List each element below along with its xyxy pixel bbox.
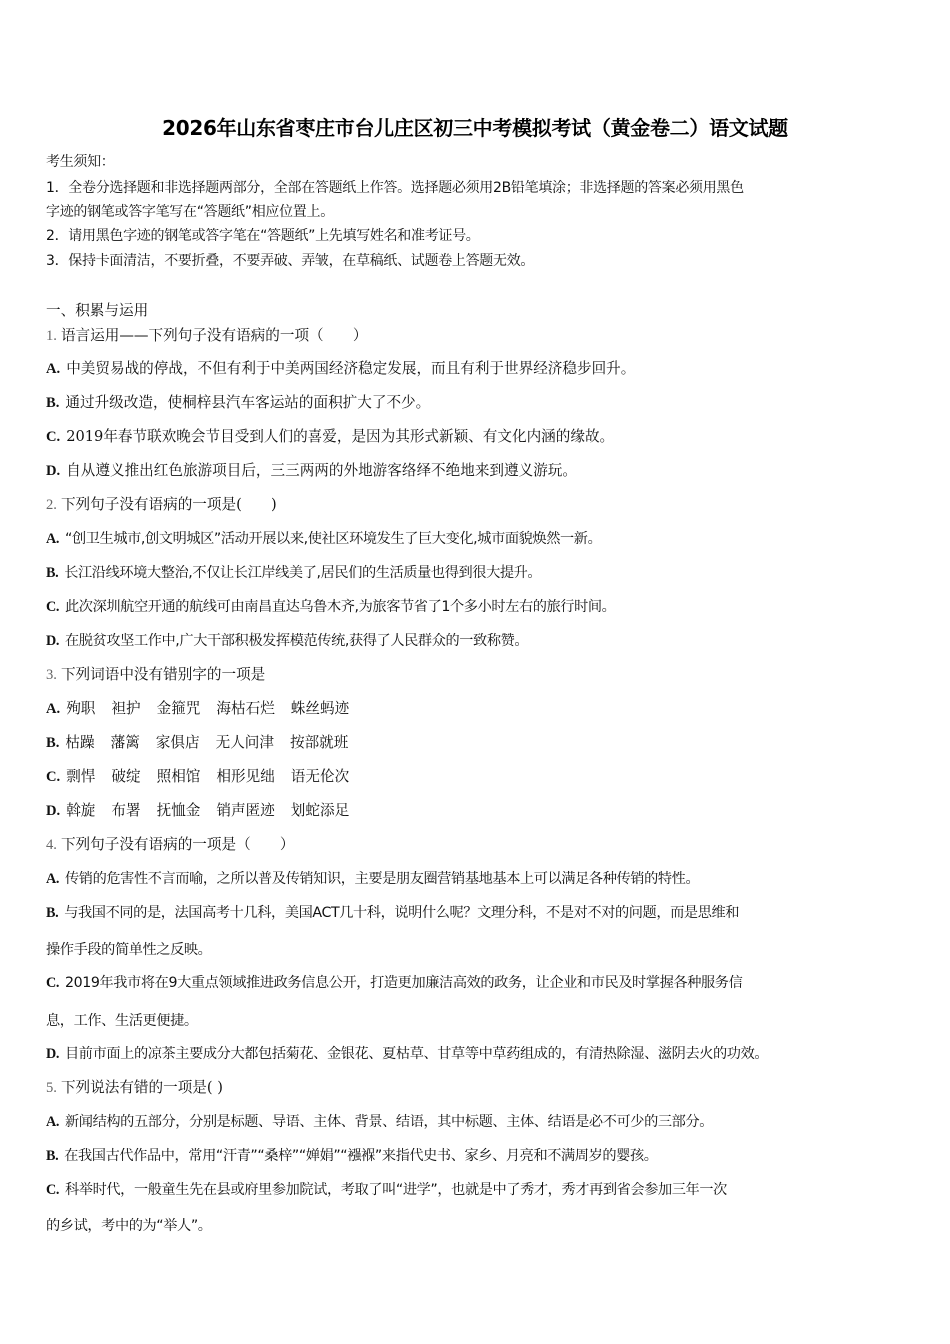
question-1-option-a (46, 359, 635, 379)
question-2-option-d (46, 631, 528, 651)
question-number: 2. (46, 497, 57, 513)
question-number: 1. (46, 328, 57, 344)
option-label: A. (46, 871, 59, 887)
option-text: 中美贸易战的停战，不但有利于中美两国经济稳定发展，而且有利于世界经济稳步回升。 (66, 360, 636, 377)
word: 枯躁 (65, 734, 95, 751)
word: 殉职 (66, 700, 96, 717)
option-label: C. (46, 975, 59, 991)
question-3-option-d (46, 801, 365, 821)
notice-heading: 考生须知： (46, 154, 115, 170)
question-2-option-b (46, 563, 541, 583)
word: 袒护 (111, 700, 141, 717)
word: 照相馆 (156, 768, 201, 785)
option-label: A. (46, 1114, 59, 1130)
section-heading: 一、积累与运用 (46, 302, 149, 319)
word: 按部就班 (289, 734, 349, 751)
question-2-option-c (46, 597, 615, 617)
option-text: 此次深圳航空开通的航线可由南昌直达乌鲁木齐,为旅客节省了1个多小时左右的旅行时间。 (65, 599, 616, 615)
word: 语无伦次 (290, 768, 350, 785)
option-text: 长江沿线环境大整治,不仅让长江岸线美了,居民们的生活质量也得到很大提升。 (64, 565, 542, 581)
word: 海枯石烂 (216, 700, 275, 717)
option-label: B. (46, 395, 60, 411)
question-5-option-c-cont: 的乡试，考中的为“举人”。 (46, 1218, 212, 1234)
word: 抚恤金 (156, 802, 201, 819)
question-text: 下列词语中没有错别字的一项是 (60, 666, 266, 683)
option-text: 自从遵义推出红色旅游项目后，三三两两的外地游客络绎不绝地来到遵义游玩。 (66, 462, 577, 479)
option-text: 科举时代，一般童生先在县或府里参加院试，考取了叫“进学”，也就是中了秀才，秀才再到省会参加三年一次 (65, 1182, 727, 1198)
option-label: A. (46, 531, 59, 547)
word: 金箍咒 (156, 700, 201, 717)
option-label: C. (46, 429, 61, 445)
option-text: 新闻结构的五部分，分别是标题、导语、主体、背景、结语，其中标题、主体、结语是必不可少的三部分。 (65, 1114, 714, 1130)
question-1-option-d (46, 461, 577, 481)
notice-item-1: 1．全卷分选择题和非选择题两部分，全部在答题纸上作答。选择题必须用2B铅笔填涂；非选择题的答案必须用黑色 (46, 180, 744, 196)
option-text: 通过升级改造，使桐梓县汽车客运站的面积扩大了不少。 (65, 394, 431, 411)
option-label: D. (46, 463, 61, 479)
word: 相形见绌 (216, 768, 275, 785)
option-label: B. (46, 1148, 59, 1164)
word: 蛛丝蚂迹 (290, 700, 350, 717)
question-3-option-a (46, 699, 365, 719)
word: 家俱店 (155, 734, 200, 751)
option-label: C. (46, 1182, 59, 1198)
notice-item-1-cont: 字迹的钢笔或答字笔写在“答题纸”相应位置上。 (46, 204, 334, 220)
question-4-option-d (46, 1044, 768, 1064)
option-label: C. (46, 599, 59, 615)
word: 销声匿迹 (216, 802, 275, 819)
option-text: 传销的危害性不言而喻，之所以普及传销知识，主要是朋友圈营销基地基本上可以满足各种传销的特性。 (65, 871, 700, 887)
question-text: 下列说法有错的一项是( ) (60, 1079, 223, 1096)
word: 藩篱 (110, 734, 140, 751)
question-number: 4. (46, 837, 57, 853)
question-number: 3. (46, 667, 57, 683)
option-label: D. (46, 1046, 59, 1062)
question-5-option-a (46, 1112, 713, 1132)
option-label: A. (46, 701, 61, 717)
option-text: 在我国古代作品中，常用“汗青”“桑梓”“婵娟”“襁褓”来指代史书、家乡、月亮和不满周岁的婴孩。 (64, 1148, 658, 1164)
question-4-option-a (46, 869, 699, 889)
option-text: 2019年春节联欢晚会节目受到人们的喜爱，是因为其形式新颖、有文化内涵的缘故。 (66, 428, 615, 445)
question-5-option-c (46, 1180, 727, 1200)
option-label: C. (46, 769, 61, 785)
option-text: 在脱贫攻坚工作中,广大干部积极发挥模范传统,获得了人民群众的一致称赞。 (65, 633, 529, 649)
word: 破绽 (111, 768, 141, 785)
question-number: 5. (46, 1080, 57, 1096)
option-text: 2019年我市将在9大重点领域推进政务信息公开，打造更加廉洁高效的政务，让企业和市民及时掌握各种服务信 (65, 975, 743, 991)
question-text: 下列句子没有语病的一项是（ ） (60, 836, 295, 853)
notice-item-3: 3．保持卡面清洁，不要折叠，不要弄破、弄皱，在草稿纸、试题卷上答题无效。 (46, 253, 535, 269)
question-5-stem (46, 1078, 223, 1098)
option-text: 目前市面上的凉茶主要成分大都包括菊花、金银花、夏枯草、甘草等中草药组成的，有清热除湿、滋阴去火的功效。 (65, 1046, 769, 1062)
question-4-option-c-cont: 息，工作、生活更便捷。 (46, 1013, 198, 1029)
question-4-option-c (46, 973, 742, 993)
question-4-stem (46, 835, 294, 855)
question-text: 语言运用——下列句子没有语病的一项（ ） (60, 327, 368, 344)
option-label: D. (46, 633, 59, 649)
question-text: 下列句子没有语病的一项是( ) (60, 496, 277, 513)
question-1-stem (46, 326, 367, 346)
word: 剽悍 (66, 768, 96, 785)
question-2-option-a (46, 529, 601, 549)
option-label: B. (46, 565, 59, 581)
question-5-option-b (46, 1146, 658, 1166)
word: 无人问津 (215, 734, 274, 751)
question-4-option-b (46, 903, 739, 923)
question-1-option-b (46, 393, 430, 413)
word: 划蛇添足 (290, 802, 350, 819)
option-label: D. (46, 803, 61, 819)
question-3-option-c (46, 767, 365, 787)
option-label: B. (46, 735, 60, 751)
notice-item-2: 2．请用黑色字迹的钢笔或答字笔在“答题纸”上先填写姓名和准考证号。 (46, 228, 480, 244)
option-label: B. (46, 905, 59, 921)
option-label: A. (46, 361, 61, 377)
word: 斡旋 (66, 802, 96, 819)
question-4-option-b-cont: 操作手段的简单性之反映。 (46, 942, 212, 958)
question-2-stem (46, 495, 277, 515)
document-title: 2026年山东省枣庄市台儿庄区初三中考模拟考试（黄金卷二）语文试题 (162, 116, 788, 140)
question-3-stem (46, 665, 265, 685)
question-3-option-b (46, 733, 364, 753)
option-text: “创卫生城市,创文明城区”活动开展以来,使社区环境发生了巨大变化,城市面貌焕然一新。 (65, 531, 602, 547)
question-1-option-c (46, 427, 614, 447)
option-text: 与我国不同的是，法国高考十几科，美国ACT几十科，说明什么呢？文理分科，不是对不对的问题，而是思维和 (64, 905, 740, 921)
word: 布署 (111, 802, 141, 819)
